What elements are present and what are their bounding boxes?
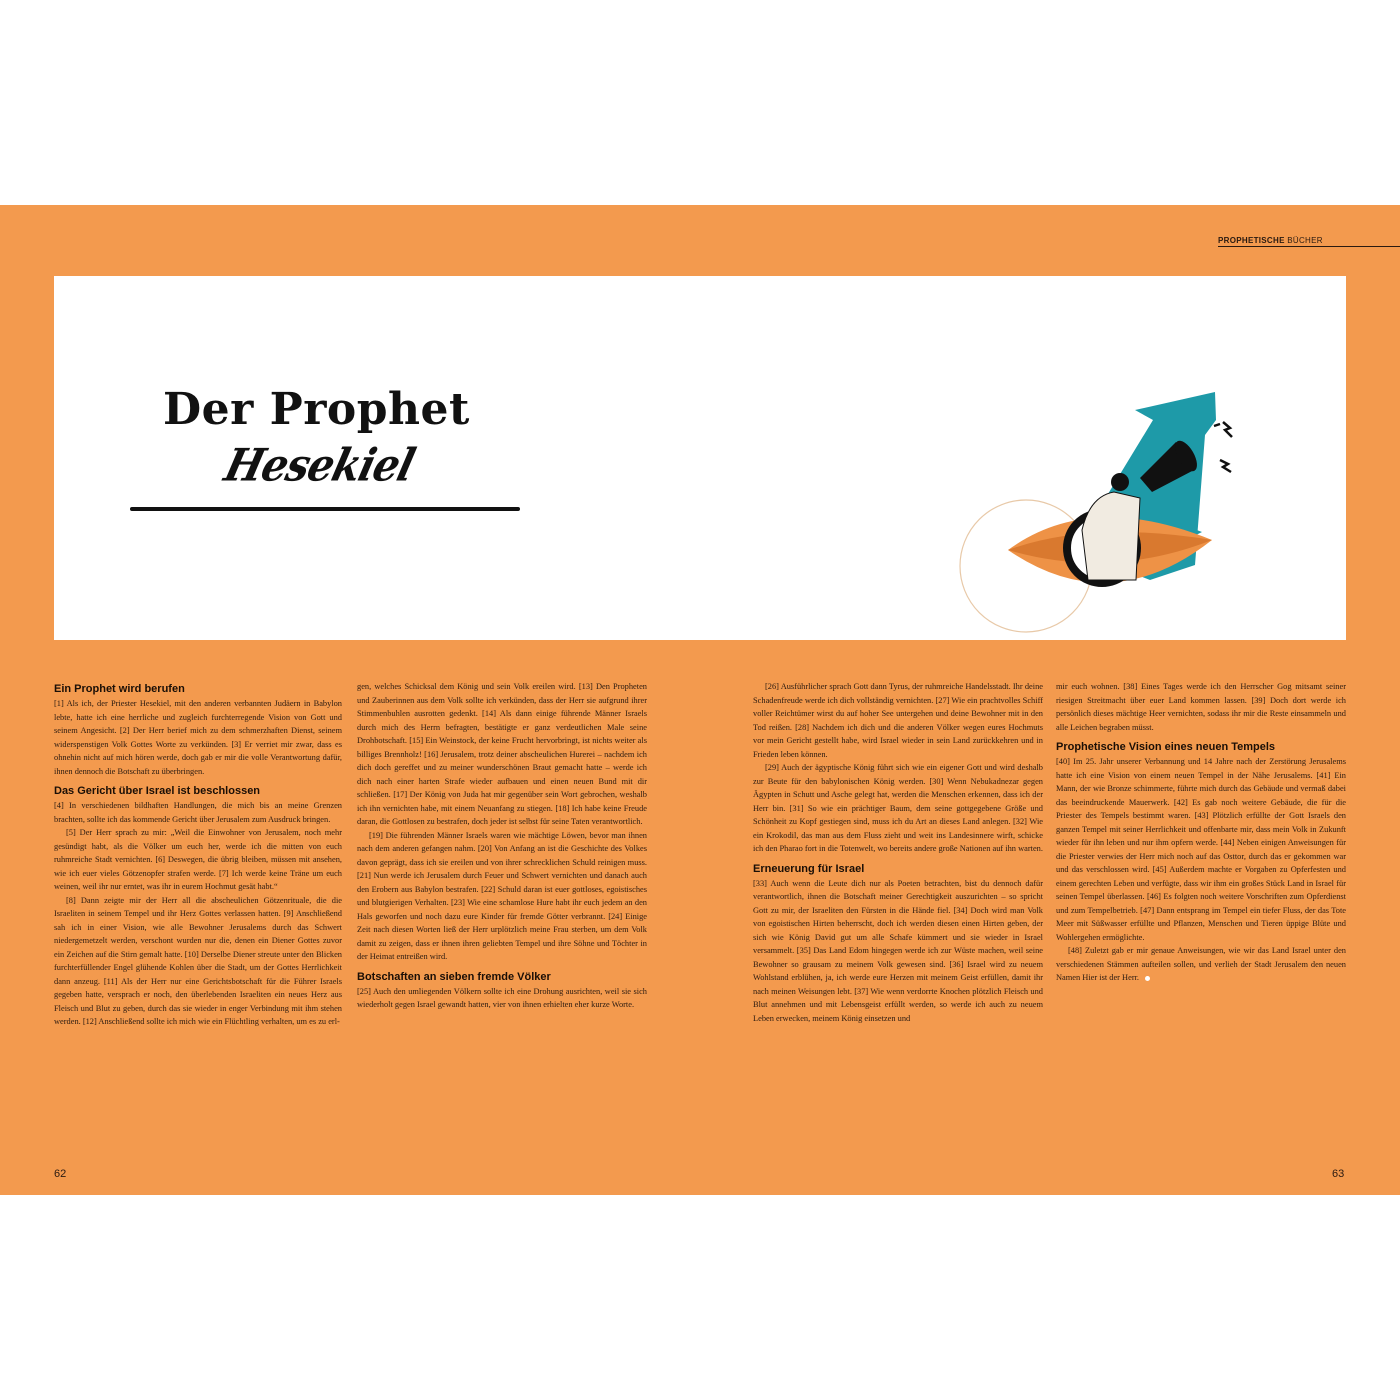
sound-bolt-icon-2	[1220, 460, 1231, 472]
last-paragraph-text: [48] Zuletzt gab er mir genaue Anweisungen, wie wir das Land Israel unter den verschiedenen Stämmen aufteilen sollen, und verlieh der Stadt Jerusalem den neuen Namen Hier ist der Herr.	[1056, 946, 1346, 982]
running-head-light: BÜCHER	[1287, 236, 1323, 245]
body-paragraph: [1] Als ich, der Priester Hesekiel, mit den anderen verbannten Judäern in Babylon lebte, hatte ich eine herrliche und zugleich furchterregende Vision von Gott und seinem Angesicht. [2] Der Herr berief mich zu dem schmerzhaften Dienst, seinem widerspenstigen Volk Gottes Worte zu verkünden. [3] Er verriet mir zwar, dass es ohnehin nicht auf mich hören werde, doch gab er mir die volle Verantwortung dafür, ihnen dennoch die Botschaft zu überbringen.	[54, 699, 342, 776]
prophet-with-megaphone-on-eye-illustration	[940, 380, 1270, 642]
text-column-2	[357, 680, 647, 1012]
text-column-4	[1056, 680, 1346, 985]
body-paragraph: [4] In verschiedenen bildhaften Handlungen, die mich bis an meine Grenzen brachten, sollte ich das kommende Gericht über Jerusalem zum Ausdruck bringen.	[54, 801, 342, 824]
text-column-3	[753, 680, 1043, 1025]
text-column-1	[54, 680, 342, 1029]
prophet-body	[1082, 492, 1140, 580]
page-subtitle-script: Hesekiel	[219, 439, 420, 492]
section-heading: Das Gericht über Israel ist beschlossen	[54, 785, 261, 797]
running-head-bold: PROPHETISCHE	[1218, 236, 1285, 245]
title-underline	[130, 507, 520, 511]
body-paragraph: [33] Auch wenn die Leute dich nur als Poeten betrachten, bist du dennoch dafür verantwortlich, ihnen die Botschaft meiner Gerechtigkeit auszurichten – so spricht Gott zu mir, der Israeliten den Fürsten in die Hände fiel. [34] Doch wird man Volk von egoistischen Hirten beherrscht, doch ich werden diesen einen Hirten geben, der sich wie König David gut um alle Schafe kümmert und sie wieder in Israel versammelt. [35] Das Land Edom hingegen werde ich zur Wüste machen, weil seine Bewohner so grausam zu meinem Volk gewesen sind. [36] Israel wird zu neuem Wohlstand erblühen, ja, ich werde eure Herzen mit meinem Geist erfüllen, damit ihr nach meinen Weisungen lebt. [37] Wie wenn verdorrte Knochen plötzlich Fleisch und Blut annehmen und mit Lebensgeist erfüllt werden, so werde ich auch zu neuem Leben erwecken, meinem König einsetzen und	[753, 878, 1043, 1023]
sound-dash-icon	[1214, 424, 1220, 426]
section-heading: Ein Prophet wird berufen	[54, 683, 185, 695]
section-heading: Botschaften an sieben fremde Völker	[357, 970, 551, 983]
section-heading: Prophetische Vision eines neuen Tempels	[1056, 741, 1276, 753]
sound-bolt-icon	[1223, 422, 1232, 437]
running-head-rule	[1218, 246, 1400, 247]
section-heading: Erneuerung für Israel	[753, 862, 865, 875]
body-paragraph: [40] Im 25. Jahr unserer Verbannung und 14 Jahre nach der Zerstörung Jerusalems hatte ich eine Vision von einem neuen Tempel in der Nähe Jerusalems. [41] Ein Mann, der wie Bronze schimmerte, führte mich durch das Gebäude und vermaß dabei das beeindruckende Mauerwerk. [42] Es gab noch weitere Gebäude, die für die Priester des Tempels bestimmt waren. [43] Plötzlich erfüllte der Gott Israels den ganzen Tempel mit seiner Herrlichkeit und offenbarte mir, dass mein Volk in Zukunft wieder für ihn leben und nur ihm opfern werde. [44] Neben einigen Anweisungen für die Priester verwies der Herr mich noch auf das Osttor, durch das er gekommen war und das verschlossen wird. [45] Außerdem machte er Vorgaben zu Opferfesten und einem gerechten Leben und verfügte, dass wir ihm ein großes Stück Land in Israel für seinen Tempel überlassen. [46] Es folgten noch weitere Vorschriften zum Opferdienst und zum Tempelbetrieb. [47] Dann entsprang im Tempel ein tiefer Fluss, der das Tote Meer mit Süßwasser erfüllte und Pflanzen, Menschen und Tieren üppige Blüte und Wohlergehen ermöglichte.	[1056, 757, 1346, 942]
prophet-head	[1111, 473, 1129, 491]
body-paragraph: gen, welches Schicksal dem König und sein Volk ereilen wird. [13] Den Propheten und Zauberinnen aus dem Volk sollte ich verkünden, dass der Herr sie aufgrund ihrer Stimmenbuhlen ausrotten gedenkt. [14] Als dann einige führende Männer Israels durch mich des Herrn befragten, bestätigte er ganz verdeutlichen Male seine Drohbotschaft. [15] Ein Weinstock, der keine Frucht hervorbringt, ist nichts weiter als billiges Brennholz! [16] Jerusalem, trotz deiner abscheulichen Hurerei – nachdem ich dich doch gereffet und zu meiner wunderschönen Braut gemacht hatte – werde ich dich nach einer harten Strafe wieder aufbauen und einen neuen Bund mit dir schließen. [17] Der König von Juda hat mir gegenüber sein Wort gebrochen, weshalb ich ihn vernichten habe, mit einem Neuanfang zu stiegen. [18] Ich habe keine Freude daran, die Gottlosen zu bestrafen, doch jeder ist selbst für seine Taten verantwortlich.	[357, 682, 647, 826]
body-paragraph	[1056, 944, 1346, 985]
running-head	[1218, 236, 1323, 245]
page-number-left: 62	[54, 1168, 67, 1180]
body-paragraph: [26] Ausführlicher sprach Gott dann Tyrus, der ruhmreiche Handelsstadt. Ihr deine Schadenfreude werde ich dich vollständig vernichten. [27] Wie ein prachtvolles Schiff voller Reichtümer wirst du auf hoher See untergehen und deine Bewohner mit in den Tod reißen. [28] Nachdem ich dich und die anderen Völker wegen eures Hochmuts vor mein Gericht gestellt habe, wird Israel wieder in sein Land zurückkehren und in Frieden leben können.	[753, 682, 1043, 759]
page-title: Der Prophet	[163, 384, 470, 435]
page-number-right: 63	[1332, 1168, 1345, 1180]
body-paragraph: mir euch wohnen. [38] Eines Tages werde ich den Herrscher Gog mitsamt seiner riesigen Streitmacht über euer Land kommen lassen. [39] Doch dort werde ich persönlich dieses mächtige Heer vernichten, sodass ihr mir die Reste einsammeln und alle Leichen begraben müsst.	[1056, 682, 1346, 732]
body-paragraph: [8] Dann zeigte mir der Herr all die abscheulichen Götzenrituale, die die Israeliten in seinem Tempel und ihr Herz Gottes verlassen hatten. [9] Anschließend sah ich in einer Vision, wie alle Bewohner Jerusalems durch das Schwert niedergemetzelt werden, verschont wurden nur die, denen ein Diener Gottes zuvor ein Zeichen auf die Stirn gemalt hatte. [10] Derselbe Diener streute unter den Blicken furchterfüllender Engel glühende Kohlen über die Stadt, um der Gottes Herrlichkeit dann anzeug. [11] Als der Herr nur eine Gerichtsbotschaft für die Führer Israels gegeben hatte, versprach er noch, den überlebenden Israeliten ein neues Herz aus Fleisch und Blut zu geben, durch das sie wieder in enger Verbindung mit ihm stehen werden. [12] Anschließend sollte ich mich wie ein Flüchtling verhalten, um es zu erl-	[54, 895, 342, 1026]
body-paragraph: [5] Der Herr sprach zu mir: „Weil die Einwohner von Jerusalem, noch mehr gesündigt habt, als die Völker um euch her, werde ich die mitten von euch ruhmreiche Stadt vernichten. [6] Deswegen, die übrig bleiben, müssen mit ansehen, wie ich euer vieles Götzenopfer strafen werde. [7] Ich werde keine Träne um euch weinen, weil ihr nur erntet, was ihr in eurem Hochmut gesät habt.“	[54, 828, 342, 891]
body-paragraph: [25] Auch den umliegenden Völkern sollte ich eine Drohung ausrichten, weil sie sich wiederholt gegen Israel gewandt hatten, vier von ihnen erhielten eher kurze Worte.	[357, 986, 647, 1009]
body-paragraph: [19] Die führenden Männer Israels waren wie mächtige Löwen, bevor man ihnen nach dem anderen gefangen nahm. [20] Von Anfang an ist die Geschichte des Volkes davon geprägt, dass ich sie ereilen und von ihrer schrecklichen Schuld reinigen muss. [21] Nun werde ich Jerusalem durch Feuer und Schwert vernichten und danach auch den Erobern aus Babylon bestrafen. [22] Schuld daran ist euer gottloses, egoistisches und blutgierigen Verhalten. [23] Wie eine schamlose Hure habt ihr euch jedem an den Hals geworfen und noch dazu eure Kinder für fremde Götter verbrannt. [24] Einige Zeit nach diesen Worten ließ der Herr urplötzlich meine Frau sterben, um dem Volk damit zu zeigen, dass er ihnen ihren geliebten Tempel und ihre Söhne und Töchter in der Heimat entreißen wird.	[357, 830, 647, 961]
body-paragraph: [29] Auch der ägyptische König führt sich wie ein eigener Gott und wird deshalb zur Beute für den babylonischen König werden. [30] Wenn Nebukadnezar gegen Ägypten in Schutt und Asche gelegt hat, werden die Menschen erkennen, dass ich der Herr bin. [31] So wie ein prächtiger Baum, dem seine gottgegebene Größe und Schönheit zu Kopf gestiegen sind, muss ich du Art an dieses Land anlegen. [32] Wie ein Krokodil, das man aus dem Fluss zieht und weit ins Landesinnere wirft, schicke ich den Pharao fort in die Totenwelt, wo bereits andere große Nationen auf ihn warten.	[753, 763, 1043, 853]
end-mark-icon	[1145, 976, 1150, 981]
